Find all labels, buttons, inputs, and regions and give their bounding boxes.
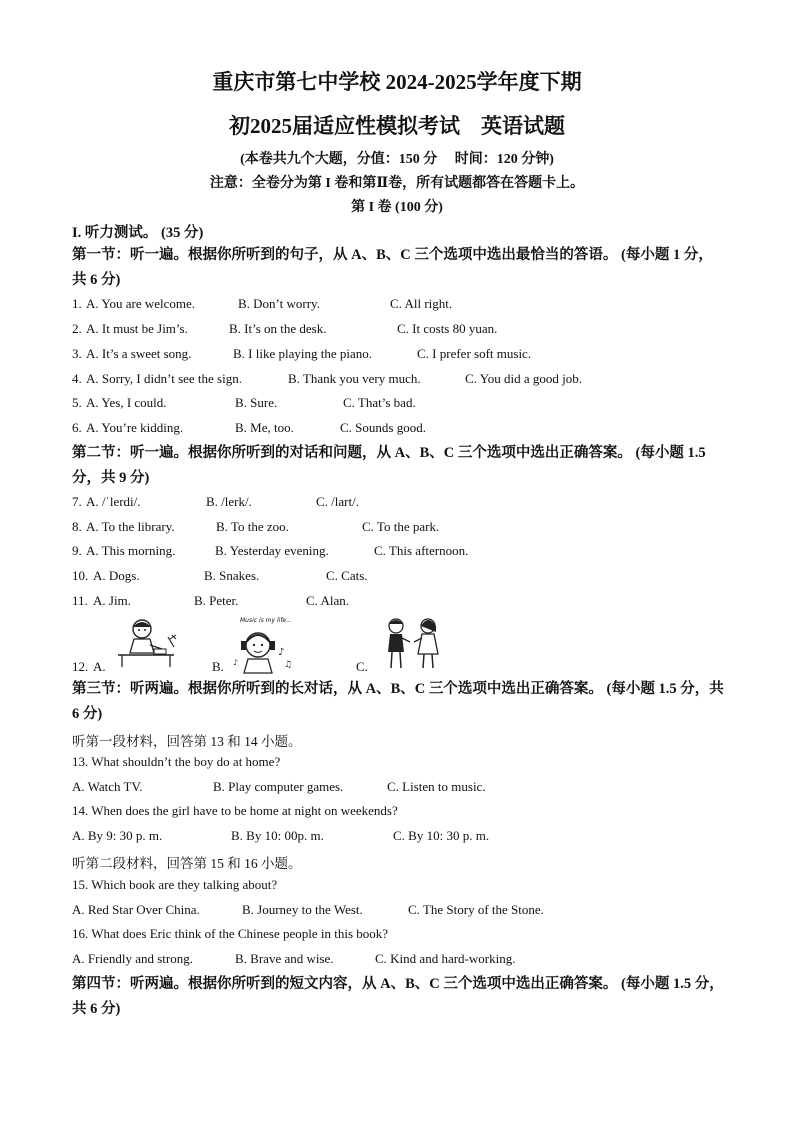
q2-number: 2. xyxy=(72,321,82,336)
q10-option-c: C. Cats. xyxy=(326,568,368,583)
q4-number: 4. xyxy=(72,371,82,386)
q12-option-c: C. xyxy=(356,659,368,674)
q10-option-a: A. Dogs. xyxy=(93,568,140,583)
q11-option-c: C. Alan. xyxy=(306,593,349,608)
picture-a-studying xyxy=(110,615,182,669)
q5-number: 5. xyxy=(72,395,82,410)
q7-option-b: B. /lerk/. xyxy=(206,494,252,509)
q15-option-b: B. Journey to the West. xyxy=(242,902,363,917)
q5-option-a: A. Yes, I could. xyxy=(86,395,167,410)
exam-title-line1: 重庆市第七中学校 2024-2025学年度下期 xyxy=(212,70,582,94)
q15-stem: 15. Which book are they talking about? xyxy=(72,877,278,892)
svg-text:♪: ♪ xyxy=(233,658,239,667)
material2-note: 听第二段材料，回答第 15 和 16 小题。 xyxy=(72,856,302,871)
q13-option-b: B. Play computer games. xyxy=(213,779,344,794)
q9-option-a: A. This morning. xyxy=(86,543,176,558)
q7-option-a: A. /ˈlerdi/. xyxy=(86,494,141,509)
picture-b-caption: Music is my life... xyxy=(240,617,292,624)
q13-option-c: C. Listen to music. xyxy=(387,779,486,794)
q4-option-a: A. Sorry, I didn’t see the sign. xyxy=(86,371,242,386)
q3-number: 3. xyxy=(72,346,82,361)
q14-option-a: A. By 9: 30 p. m. xyxy=(72,828,163,843)
q5-option-c: C. That’s bad. xyxy=(343,395,416,410)
q4-option-c: C. You did a good job. xyxy=(465,371,583,386)
exam-notice: 注意：全卷分为第 I 卷和第Ⅱ卷，所有试题都答在答题卡上。 xyxy=(209,176,585,191)
q16-option-b: B. Brave and wise. xyxy=(235,951,334,966)
q9-option-b: B. Yesterday evening. xyxy=(215,543,329,558)
q11-option-b: B. Peter. xyxy=(194,593,239,608)
q12-option-b: B. xyxy=(212,659,224,674)
q1-option-b: B. Don’t worry. xyxy=(238,296,320,311)
q9-option-c: C. This afternoon. xyxy=(374,543,469,558)
q9-number: 9. xyxy=(72,543,82,558)
svg-text:♫: ♫ xyxy=(284,660,293,670)
q14-option-b: B. By 10: 00p. m. xyxy=(231,828,324,843)
q16-stem: 16. What does Eric think of the Chinese people in this book? xyxy=(72,926,389,941)
q1-option-a: A. You are welcome. xyxy=(86,296,196,311)
q10-option-b: B. Snakes. xyxy=(204,568,260,583)
q16-option-a: A. Friendly and strong. xyxy=(72,951,193,966)
section2-instructions: 第二节：听一遍。根据你所听到的对话和问题，从 A、B、C 三个选项中选出正确答案。 (每小题 1.5 分，共 9 分) xyxy=(72,445,706,486)
section1-instructions: 第一节：听一遍。根据你所听到的句子，从 A、B、C 三个选项中选出最恰当的答语。 (每小题 1 分，共 6 分) xyxy=(72,247,713,288)
section4-instructions: 第四节：听两遍。根据你所听到的短文内容，从 A、B、C 三个选项中选出正确答案。 (每小题 1.5 分，共 6 分) xyxy=(72,976,724,1017)
q6-option-b: B. Me, too. xyxy=(235,420,294,435)
q1-number: 1. xyxy=(72,296,82,311)
q10-number: 10. xyxy=(72,568,89,583)
q6-option-c: C. Sounds good. xyxy=(340,420,426,435)
q5-option-b: B. Sure. xyxy=(235,395,278,410)
material1-note: 听第一段材料，回答第 13 和 14 小题。 xyxy=(72,734,302,749)
q3-option-c: C. I prefer soft music. xyxy=(417,346,532,361)
q13-option-a: A. Watch TV. xyxy=(72,779,143,794)
q1-option-c: C. All right. xyxy=(390,296,453,311)
part1-heading: I. 听力测试。 (35 分) xyxy=(72,225,204,241)
q16-option-c: C. Kind and hard-working. xyxy=(375,951,516,966)
q2-option-b: B. It’s on the desk. xyxy=(229,321,327,336)
q13-stem: 13. What shouldn’t the boy do at home? xyxy=(72,754,281,769)
exam-info: (本卷共九个大题，分值：150 分 时间：120 分钟) xyxy=(240,152,554,167)
picture-c-talking xyxy=(376,614,448,672)
q8-number: 8. xyxy=(72,519,82,534)
section3-instructions: 第三节：听两遍。根据你所听到的长对话，从 A、B、C 三个选项中选出正确答案。 (每小题 1.5 分，共 6 分) xyxy=(72,681,724,722)
volume-heading: 第 I 卷 (100 分) xyxy=(351,200,443,215)
picture-b-listening-music xyxy=(228,625,298,675)
q4-option-b: B. Thank you very much. xyxy=(288,371,421,386)
q15-option-a: A. Red Star Over China. xyxy=(72,902,200,917)
q8-option-a: A. To the library. xyxy=(86,519,175,534)
q15-option-c: C. The Story of the Stone. xyxy=(408,902,544,917)
q7-number: 7. xyxy=(72,494,82,509)
q8-option-b: B. To the zoo. xyxy=(216,519,289,534)
exam-title-line2: 初2025届适应性模拟考试 英语试题 xyxy=(229,114,565,138)
q6-option-a: A. You’re kidding. xyxy=(86,420,184,435)
q2-option-c: C. It costs 80 yuan. xyxy=(397,321,498,336)
q8-option-c: C. To the park. xyxy=(362,519,440,534)
q14-stem: 14. When does the girl have to be home at night on weekends? xyxy=(72,803,398,818)
q3-option-a: A. It’s a sweet song. xyxy=(86,346,192,361)
q7-option-c: C. /lart/. xyxy=(316,494,359,509)
q3-option-b: B. I like playing the piano. xyxy=(233,346,373,361)
q11-number: 11. xyxy=(72,593,88,608)
q11-option-a: A. Jim. xyxy=(93,593,131,608)
q12-option-a: A. xyxy=(93,659,106,674)
q6-number: 6. xyxy=(72,420,82,435)
q14-option-c: C. By 10: 30 p. m. xyxy=(393,828,490,843)
q2-option-a: A. It must be Jim’s. xyxy=(86,321,188,336)
q12-number: 12. xyxy=(72,659,89,674)
svg-text:♪: ♪ xyxy=(278,647,285,658)
